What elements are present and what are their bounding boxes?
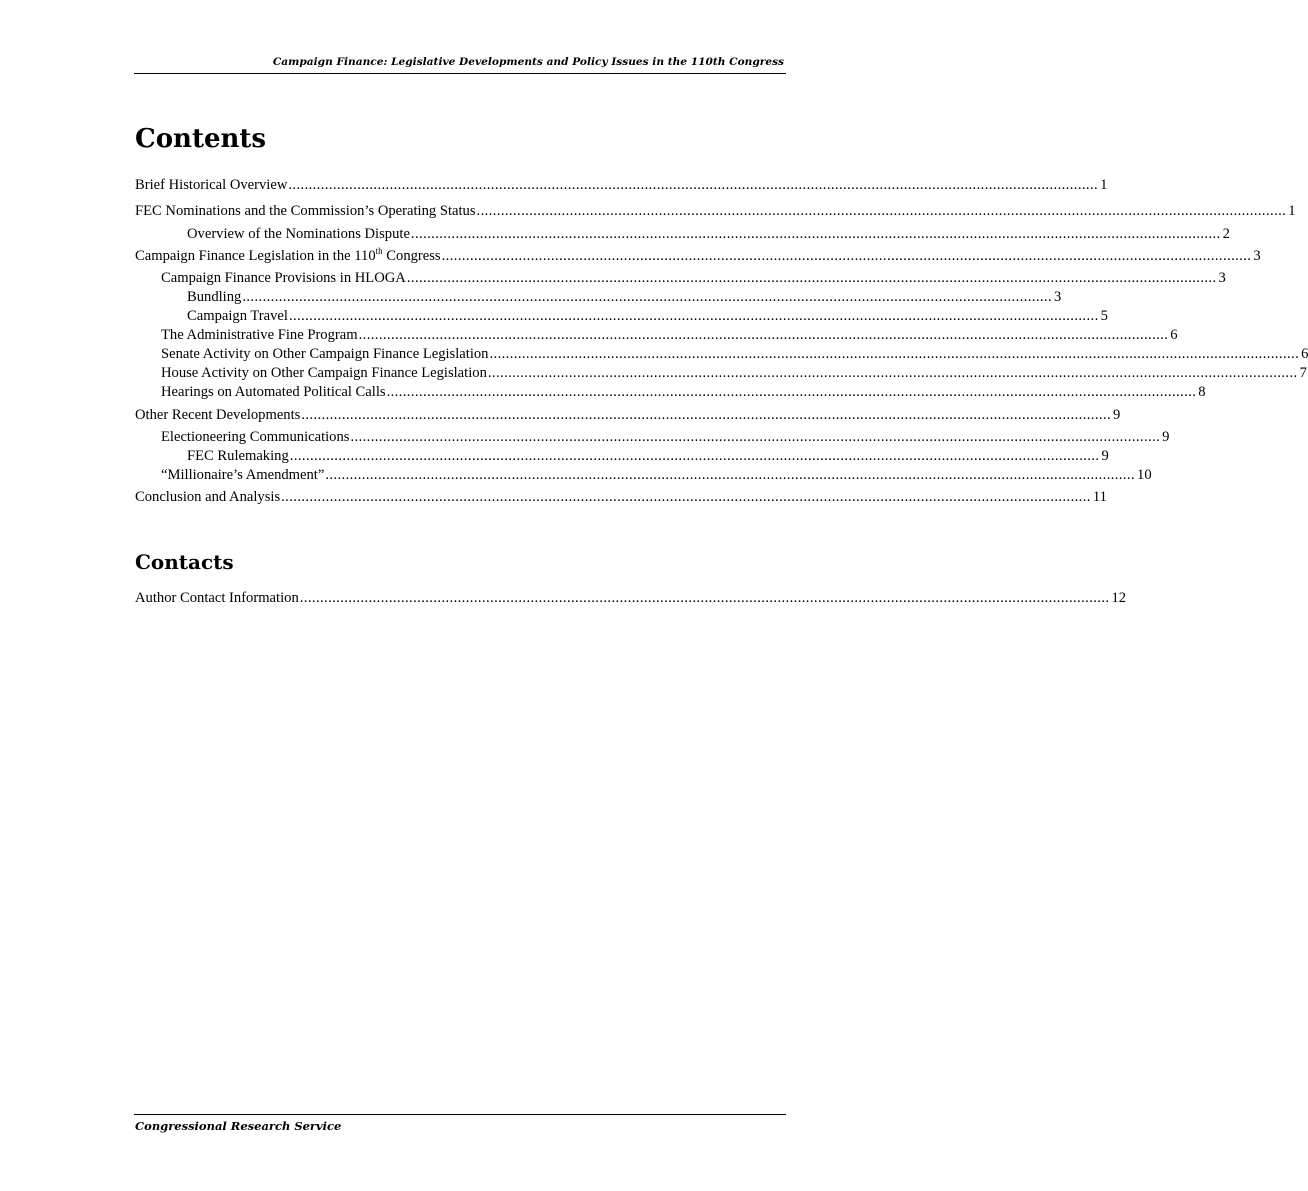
- toc-entry-page: 7: [1299, 365, 1307, 381]
- toc-entry-campaign-finance-legislation[interactable]: [135, 246, 1261, 266]
- dot-leader: ........................................................................................................................................................................................................: [288, 308, 1099, 324]
- toc-entry-label: [135, 247, 441, 266]
- dot-leader: ........................................................................................................................................................................................................: [325, 467, 1136, 483]
- toc-entry-label: Hearings on Automated Political Calls: [161, 384, 386, 400]
- dot-leader: ........................................................................................................................................................................................................: [487, 365, 1298, 381]
- toc-entry-fec-nominations[interactable]: [135, 202, 1296, 221]
- toc-entry-electioneering-communications[interactable]: [161, 428, 1170, 447]
- toc-entry-page: 8: [1198, 384, 1206, 400]
- toc-entry-other-recent-developments[interactable]: [135, 406, 1121, 425]
- dot-leader: ........................................................................................................................................................................................................: [299, 590, 1110, 606]
- toc-entry-page: 10: [1137, 467, 1152, 483]
- toc-entry-label: Campaign Travel: [187, 308, 288, 324]
- contents-heading: Contents: [135, 124, 267, 154]
- toc-entry-author-contact-information[interactable]: [135, 589, 1127, 608]
- running-title: Campaign Finance: Legislative Developments and Policy Issues in the 110th Congress: [272, 56, 784, 68]
- dot-leader: ........................................................................................................................................................................................................: [242, 289, 1053, 305]
- toc-entry-label: Overview of the Nominations Dispute: [187, 226, 410, 242]
- toc-entry-page: 2: [1222, 226, 1230, 242]
- toc-entry-label-prefix: Campaign Finance Legislation in the 110: [135, 248, 376, 264]
- toc-entry-page: 12: [1111, 590, 1127, 606]
- dot-leader: ........................................................................................................................................................................................................: [489, 346, 1300, 362]
- toc-entry-page: 9: [1101, 448, 1109, 464]
- dot-leader: ........................................................................................................................................................................................................: [281, 489, 1091, 505]
- publisher-name: Congressional Research Service: [135, 1119, 342, 1133]
- toc-entry-fec-rulemaking[interactable]: [187, 447, 1109, 466]
- dot-leader: ........................................................................................................................................................................................................: [358, 327, 1169, 343]
- toc-entry-page: 5: [1100, 308, 1108, 324]
- toc-entry-page: 11: [1092, 489, 1107, 505]
- toc-entry-label: Brief Historical Overview: [135, 177, 288, 193]
- toc-entry-page: 6: [1301, 346, 1308, 362]
- toc-entry-label-suffix: Congress: [382, 248, 441, 264]
- toc-entry-millionaires-amendment[interactable]: [161, 466, 1152, 485]
- contacts-heading: Contacts: [135, 550, 234, 574]
- dot-leader: ........................................................................................................................................................................................................: [476, 203, 1287, 219]
- page-footer: [134, 1114, 786, 1133]
- dot-leader: ........................................................................................................................................................................................................: [301, 407, 1112, 423]
- page-header: [134, 55, 786, 74]
- toc-entry-senate-activity[interactable]: [161, 345, 1308, 364]
- toc-entry-label: Campaign Finance Provisions in HLOGA: [161, 270, 406, 286]
- toc-entry-label: The Administrative Fine Program: [161, 327, 358, 343]
- toc-entry-automated-political-calls[interactable]: [161, 383, 1206, 402]
- toc-entry-page: 1: [1288, 203, 1296, 219]
- toc-entry-brief-historical-overview[interactable]: [135, 176, 1108, 195]
- dot-leader: ........................................................................................................................................................................................................: [289, 448, 1100, 464]
- toc-entry-campaign-travel[interactable]: [187, 307, 1108, 326]
- dot-leader: ........................................................................................................................................................................................................: [406, 270, 1217, 286]
- toc-entry-administrative-fine-program[interactable]: [161, 326, 1178, 345]
- toc-entry-page: 9: [1113, 407, 1121, 423]
- toc-entry-conclusion-and-analysis[interactable]: [135, 488, 1107, 507]
- toc-entry-label: Conclusion and Analysis: [135, 489, 281, 505]
- toc-entry-label: Bundling: [187, 289, 242, 305]
- toc-entry-house-activity[interactable]: [161, 364, 1307, 383]
- toc-entry-label: Author Contact Information: [135, 590, 299, 606]
- toc-entry-bundling[interactable]: [187, 288, 1062, 307]
- toc-entry-page: 3: [1054, 289, 1062, 305]
- toc-entry-label: FEC Nominations and the Commission’s Operating Status: [135, 203, 476, 219]
- toc-entry-label: House Activity on Other Campaign Finance Legislation: [161, 365, 487, 381]
- toc-entry-label-superscript: th: [375, 246, 383, 257]
- toc-entry-page: 3: [1218, 270, 1226, 286]
- toc-entry-label: Senate Activity on Other Campaign Finance Legislation: [161, 346, 489, 362]
- toc-entry-nominations-dispute[interactable]: [187, 225, 1230, 244]
- toc-entry-label: Other Recent Developments: [135, 407, 301, 423]
- toc-entry-page: 9: [1162, 429, 1170, 445]
- dot-leader: ........................................................................................................................................................................................................: [410, 226, 1221, 242]
- toc-entry-page: 3: [1253, 248, 1261, 264]
- dot-leader: ........................................................................................................................................................................................................: [441, 248, 1252, 264]
- toc-entry-page: 6: [1170, 327, 1178, 343]
- dot-leader: ........................................................................................................................................................................................................: [350, 429, 1161, 445]
- toc-entry-hloga-provisions[interactable]: [161, 269, 1226, 288]
- toc-entry-page: 1: [1100, 177, 1108, 193]
- dot-leader: ........................................................................................................................................................................................................: [386, 384, 1197, 400]
- toc-entry-label: Electioneering Communications: [161, 429, 350, 445]
- toc-entry-label: “Millionaire’s Amendment”: [161, 467, 325, 483]
- dot-leader: ........................................................................................................................................................................................................: [288, 177, 1099, 193]
- toc-entry-label: FEC Rulemaking: [187, 448, 289, 464]
